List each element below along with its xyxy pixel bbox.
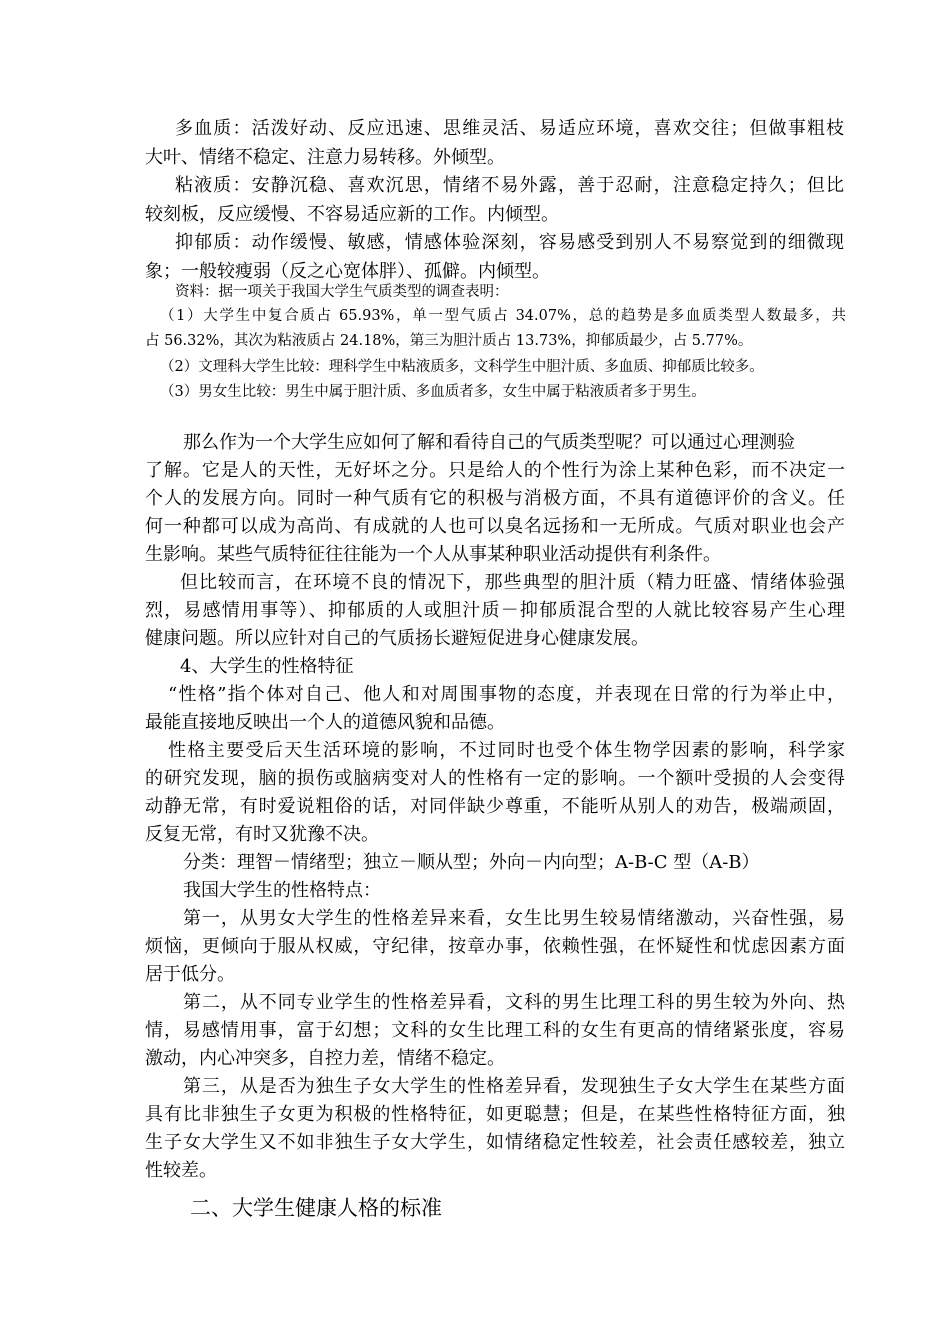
- text-line: 象；一般较瘦弱（反之心宽体胖）、孤僻。内倾型。: [145, 261, 550, 282]
- text-line: 第三，从是否为独生子女大学生的性格差异看，发现独生子女大学生在某些方面: [183, 1076, 845, 1097]
- text-line: 了解。它是人的天性，无好坏之分。只是给人的个性行为涂上某种色彩，而不决定一: [145, 460, 845, 481]
- text-line: 情，易感情用事，富于幻想；文科的女生比理工科的女生有更高的情绪紧张度，容易: [145, 1020, 845, 1041]
- text-line: 最能直接地反映出一个人的道德风貌和品德。: [145, 712, 505, 733]
- text-line: 但比较而言，在环境不良的情况下，那些典型的胆汁质（精力旺盛、情绪体验强: [180, 572, 845, 593]
- text-line: 居于低分。: [145, 964, 235, 985]
- text-line: 健康问题。所以应针对自己的气质扬长避短促进身心健康发展。: [145, 628, 649, 649]
- text-line: 烈，易感情用事等）、抑郁质的人或胆汁质－抑郁质混合型的人就比较容易产生心理: [145, 600, 845, 621]
- text-line: “性格”指个体对自己、他人和对周围事物的态度，并表现在日常的行为举止中，: [168, 684, 845, 705]
- survey-intro: 资料：据一项关于我国大学生气质类型的调查表明：: [175, 284, 509, 300]
- text-line: 性格主要受后天生活环境的影响，不过同时也受个体生物学因素的影响，科学家: [168, 740, 845, 761]
- text-line: 生子女大学生又不如非独生子女大学生，如情绪稳定性较差，社会责任感较差，独立: [145, 1132, 845, 1153]
- survey-item: （1）大学生中复合质占 65.93%，单一型气质占 34.07%，总的趋势是多血质类型人数最多，共: [160, 308, 846, 324]
- text-line: 的研究发现，脑的损伤或脑病变对人的性格有一定的影响。一个额叶受损的人会变得: [145, 768, 845, 789]
- text-line: 动静无常，有时爱说粗俗的话，对同伴缺少尊重，不能听从别人的劝告，极端顽固，: [145, 796, 845, 817]
- text-line: 第二，从不同专业学生的性格差异看，文科的男生比理工科的男生较为外向、热: [183, 992, 845, 1013]
- text-line: 粘液质：安静沉稳、喜欢沉思，情绪不易外露，善于忍耐，注意稳定持久；但比: [175, 175, 844, 196]
- text-line: 抑郁质：动作缓慢、敏感，情感体验深刻，容易感受到别人不易察觉到的细微现: [175, 232, 844, 253]
- text-line: 具有比非独生子女更为积极的性格特征，如更聪慧；但是，在某些性格特征方面，独: [145, 1104, 845, 1125]
- section-title: 4、大学生的性格特征: [180, 656, 354, 677]
- text-line: 多血质：活泼好动、反应迅速、思维灵活、易适应环境，喜欢交往；但做事粗枝: [175, 118, 844, 139]
- survey-item: 占 56.32%，其次为粘液质占 24.18%，第三为胆汁质占 13.73%，抑郁质最少，占 5.77%。: [145, 333, 753, 349]
- text-line: 生影响。某些气质特征往往能为一个人从事某种职业活动提供有利条件。: [145, 544, 721, 565]
- text-line: 第一，从男女大学生的性格差异来看，女生比男生较易情绪激动，兴奋性强，易: [183, 908, 845, 929]
- survey-item: （2）文理科大学生比较：理科学生中粘液质多，文科学生中胆汁质、多血质、抑郁质比较多。: [160, 359, 764, 375]
- traits-intro: 我国大学生的性格特点：: [183, 880, 381, 901]
- text-line: 激动，内心冲突多，自控力差，情绪不稳定。: [145, 1048, 505, 1069]
- text-line: 个人的发展方向。同时一种气质有它的积极与消极方面，不具有道德评价的含义。任: [145, 488, 845, 509]
- text-line: 何一种都可以成为高尚、有成就的人也可以臭名远扬和一无所成。气质对职业也会产: [145, 516, 845, 537]
- text-line: 较刻板，反应缓慢、不容易适应新的工作。内倾型。: [145, 204, 559, 225]
- text-line: 性较差。: [145, 1160, 217, 1181]
- classification-line: 分类：理智－情绪型；独立－顺从型；外向－内向型；A-B-C 型（A-B）: [183, 852, 760, 873]
- text-line: 烦恼，更倾向于服从权威，守纪律，按章办事，依赖性强，在怀疑性和忧虑因素方面: [145, 936, 845, 957]
- survey-item: （3）男女生比较：男生中属于胆汁质、多血质者多，女生中属于粘液质者多于男生。: [160, 384, 706, 400]
- text-line: 反复无常，有时又犹豫不决。: [145, 824, 379, 845]
- text-line: 大叶、情绪不稳定、注意力易转移。外倾型。: [145, 147, 505, 168]
- section-heading: 二、大学生健康人格的标准: [190, 1196, 442, 1220]
- text-line: 那么作为一个大学生应如何了解和看待自己的气质类型呢？可以通过心理测验: [183, 432, 795, 453]
